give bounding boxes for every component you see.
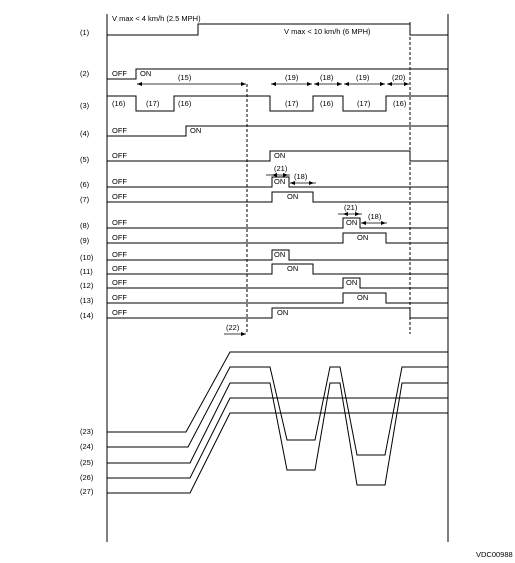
interval-18-a-arrow — [314, 82, 342, 86]
signal-9-on: ON — [357, 233, 369, 242]
signal-2-off: OFF — [112, 69, 127, 78]
signal-1-waveform — [107, 24, 448, 35]
interval-18-c-arrow — [361, 221, 387, 225]
signal-7-waveform — [107, 192, 448, 202]
signal-7-off: OFF — [112, 192, 127, 201]
interval-20-arrow — [387, 82, 409, 86]
interval-18-b-arrow — [290, 181, 316, 185]
curve-label-23: (23) — [80, 427, 94, 436]
row-label-8: (8) — [80, 221, 90, 230]
state-16-d: (16) — [393, 99, 407, 108]
signal-4-off: OFF — [112, 126, 127, 135]
row-label-1: (1) — [80, 28, 90, 37]
interval-20-label: (20) — [392, 73, 406, 82]
signal-7-on: ON — [287, 192, 299, 201]
signal-13-on: ON — [357, 293, 369, 302]
curve-label-26: (26) — [80, 473, 94, 482]
interval-18-a-label: (18) — [320, 73, 334, 82]
interval-22-label: (22) — [226, 323, 240, 332]
curve-27 — [107, 413, 448, 493]
interval-21-b-arrow — [338, 212, 362, 216]
state-17-c: (17) — [357, 99, 371, 108]
interval-19-a-label: (19) — [285, 73, 299, 82]
signal-14-off: OFF — [112, 308, 127, 317]
curve-label-25: (25) — [80, 458, 94, 467]
state-17-a: (17) — [146, 99, 160, 108]
row-label-2: (2) — [80, 69, 90, 78]
speed-label-high: V max < 10 km/h (6 MPH) — [284, 27, 371, 36]
row-label-12: (12) — [80, 281, 94, 290]
signal-11-on: ON — [287, 264, 299, 273]
state-16-a: (16) — [112, 99, 126, 108]
row-label-7: (7) — [80, 195, 90, 204]
row-labels — [80, 28, 94, 320]
row-label-4: (4) — [80, 129, 90, 138]
signal-6-on: ON — [274, 177, 286, 186]
interval-18-b-label: (18) — [294, 172, 308, 181]
signal-10-on: ON — [274, 250, 286, 259]
curve-26 — [107, 398, 448, 478]
signal-2-on: ON — [140, 69, 152, 78]
row-label-6: (6) — [80, 180, 90, 189]
interval-21-b-label: (21) — [344, 203, 358, 212]
speed-label-low: V max < 4 km/h (2.5 MPH) — [112, 14, 201, 23]
interval-19-b-arrow — [344, 82, 385, 86]
row-label-14: (14) — [80, 311, 94, 320]
signal-9-waveform — [107, 233, 448, 243]
signal-12-off: OFF — [112, 278, 127, 287]
row-label-13: (13) — [80, 296, 94, 305]
interval-15-arrow — [137, 82, 246, 86]
signal-8-off: OFF — [112, 218, 127, 227]
signal-8-waveform — [107, 218, 448, 228]
signal-9-off: OFF — [112, 233, 127, 242]
curve-label-24: (24) — [80, 442, 94, 451]
signal-11-off: OFF — [112, 264, 127, 273]
signal-14-on: ON — [277, 308, 289, 317]
state-17-b: (17) — [285, 99, 299, 108]
signal-13-waveform — [107, 293, 448, 303]
row-label-3: (3) — [80, 101, 90, 110]
figure-code: VDC00988 — [476, 550, 513, 559]
signal-11-waveform — [107, 264, 448, 274]
interval-22-arrow — [224, 332, 246, 336]
row-label-9: (9) — [80, 236, 90, 245]
signal-12-on: ON — [346, 278, 358, 287]
signal-10-off: OFF — [112, 250, 127, 259]
row-label-5: (5) — [80, 155, 90, 164]
interval-19-b-label: (19) — [356, 73, 370, 82]
curve-labels — [80, 427, 94, 496]
state-16-b: (16) — [178, 99, 192, 108]
signal-6-off: OFF — [112, 177, 127, 186]
row-label-10: (10) — [80, 253, 94, 262]
interval-21-a-label: (21) — [274, 164, 288, 173]
interval-15-label: (15) — [178, 73, 192, 82]
signal-5-on: ON — [274, 151, 286, 160]
state-16-c: (16) — [320, 99, 334, 108]
signal-4-waveform — [107, 126, 448, 136]
row-label-11: (11) — [80, 267, 93, 276]
signal-13-off: OFF — [112, 293, 127, 302]
curve-label-27: (27) — [80, 487, 94, 496]
interval-19-a-arrow — [271, 82, 312, 86]
interval-18-c-label: (18) — [368, 212, 382, 221]
signal-12-waveform — [107, 278, 448, 288]
signal-8-on: ON — [346, 218, 358, 227]
signal-4-on: ON — [190, 126, 202, 135]
signal-5-off: OFF — [112, 151, 127, 160]
